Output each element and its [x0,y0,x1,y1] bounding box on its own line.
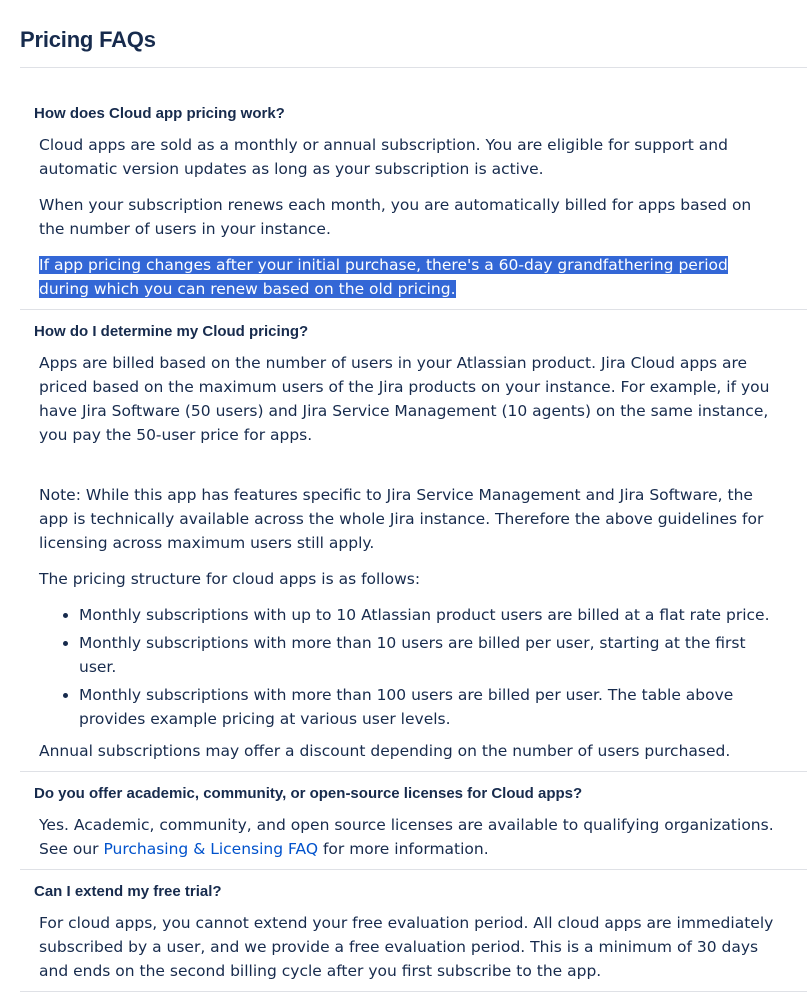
selected-text[interactable]: If app pricing changes after your initial purchase, there's a 60-day grandfathering period during which you can renew based on the old pricing. [39,256,728,298]
purchasing-licensing-faq-link[interactable]: Purchasing & Licensing FAQ [103,840,319,858]
faq-answer [20,133,807,301]
title-divider [20,67,807,68]
answer-text: Yes. Academic, community, and open source licenses are available to qualifying organizations. See our [39,816,774,858]
faq-item-academic-licenses [20,772,807,870]
answer-paragraph: When your subscription renews each month, you are automatically billed for apps based on the number of users in your instance. [39,196,752,238]
answer-paragraph: Note: While this app has features specific to Jira Service Management and Jira Software, the app is technically available across the whole Jira instance. Therefore the above guidelines for licensing across maximum users still apply. [39,486,764,552]
faq-answer [20,351,807,763]
list-item: • Monthly subscriptions with more than 100 users are billed per user. The table above provides example pricing at various user levels. [79,683,777,731]
list-item: • Monthly subscriptions with up to 10 Atlassian product users are billed at a flat rate price. [79,603,777,627]
answer-paragraph: The pricing structure for cloud apps is as follows: [39,570,421,588]
faq-question: Do you offer academic, community, or open-source licenses for Cloud apps? [34,785,583,802]
faq-item-free-trial [20,870,807,992]
answer-paragraph: For cloud apps, you cannot extend your free evaluation period. All cloud apps are immediately subscribed by a user, and we provide a free evaluation period. This is a minimum of 30 days and ends on the second billing cycle after you first subscribe to the app. [39,914,774,980]
answer-paragraph: Apps are billed based on the number of users in your Atlassian product. Jira Cloud apps are priced based on the maximum users of the Jira products on your instance. For example, if you have Jira Software (50 users) and Jira Service Management (10 agents) on the same instance, you pay the 50-user price for apps. [39,354,770,444]
answer-text: for more information. [318,840,489,858]
faq-question: Can I extend my free trial? [34,883,222,900]
answer-paragraph [39,813,777,861]
answer-paragraph: Cloud apps are sold as a monthly or annual subscription. You are eligible for support and automatic version updates as long as your subscription is active. [39,136,728,178]
faq-question: How does Cloud app pricing work? [34,105,285,122]
list-item: • Monthly subscriptions with more than 10 users are billed per user, starting at the first user. [79,631,777,679]
faq-question: How do I determine my Cloud pricing? [34,323,309,340]
faq-item-cloud-pricing [20,92,807,310]
faq-answer [20,911,807,983]
answer-paragraph-selected [39,253,777,301]
faq-answer [20,813,807,861]
answer-paragraph: Annual subscriptions may offer a discount depending on the number of users purchased. [39,742,731,760]
paragraph-spacer [39,459,777,483]
faq-item-determine-pricing [20,310,807,772]
pricing-structure-list [39,603,777,731]
faq-list [20,92,807,992]
page-title: Pricing FAQs [20,27,156,52]
